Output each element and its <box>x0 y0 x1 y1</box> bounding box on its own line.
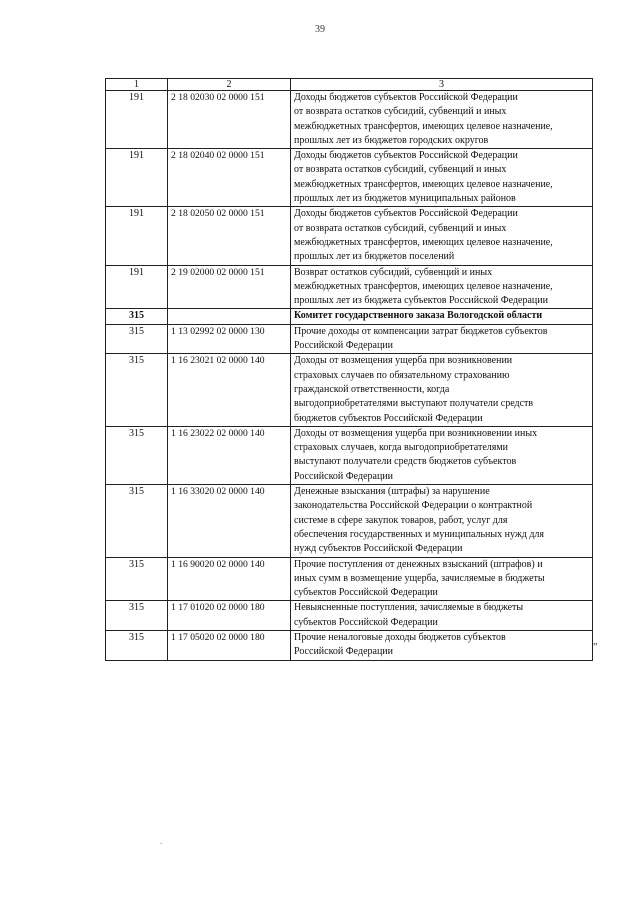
admin-code-cell: 315 <box>106 426 168 484</box>
table-row <box>106 485 593 557</box>
description-cell: Прочие поступления от денежных взысканий (штрафов) и иных сумм в возмещение ущерба, зачисляемые в бюджеты субъектов Российской Федерации <box>291 557 593 601</box>
budget-code-cell: 2 19 02000 02 0000 151 <box>168 265 291 309</box>
budget-code-cell: 1 17 01020 02 0000 180 <box>168 601 291 631</box>
description-cell: Доходы бюджетов субъектов Российской Федерации от возврата остатков субсидий, субвенций и иных межбюджетных трансфертов, имеющих целевое назначение, прошлых лет из бюджетов поселений <box>291 207 593 265</box>
admin-code-cell: 315 <box>106 324 168 354</box>
column-header: 2 <box>168 79 291 91</box>
column-header: 3 <box>291 79 593 91</box>
table-row <box>106 149 593 207</box>
admin-code-cell: 191 <box>106 149 168 207</box>
page-number: 39 <box>315 24 325 35</box>
budget-code-cell: 1 16 33020 02 0000 140 <box>168 485 291 557</box>
description-cell: Доходы от возмещения ущерба при возникновении страховых случаев по обязательному страхованию гражданской ответственности, когда выгодоприобретателями выступают получатели средств бюджетов субъектов Российской Федерации <box>291 354 593 426</box>
description-cell: Доходы бюджетов субъектов Российской Федерации от возврата остатков субсидий, субвенций и иных межбюджетных трансфертов, имеющих целевое назначение, прошлых лет из бюджетов городских округов <box>291 91 593 149</box>
section-header-row <box>106 309 593 324</box>
table-row <box>106 265 593 309</box>
budget-code-cell: 1 16 90020 02 0000 140 <box>168 557 291 601</box>
budget-code-cell: 1 16 23021 02 0000 140 <box>168 354 291 426</box>
table-header-row <box>106 79 593 91</box>
description-cell: Денежные взыскания (штрафы) за нарушение законодательства Российской Федерации о контрактной системе в сфере закупок товаров, работ, услуг для обеспечения государственных и муниципальных нужд для нужд субъектов Российской Федерации <box>291 485 593 557</box>
description-cell: Доходы бюджетов субъектов Российской Федерации от возврата остатков субсидий, субвенций и иных межбюджетных трансфертов, имеющих целевое назначение, прошлых лет из бюджетов муниципальных районов <box>291 149 593 207</box>
description-cell: Прочие неналоговые доходы бюджетов субъектов Российской Федерации <box>291 630 593 660</box>
description-cell: Возврат остатков субсидий, субвенций и иных межбюджетных трансфертов, имеющих целевое назначение, прошлых лет из бюджета субъектов Российской Федерации <box>291 265 593 309</box>
budget-code-cell <box>168 309 291 324</box>
description-cell: Невыясненные поступления, зачисляемые в бюджеты субъектов Российской Федерации <box>291 601 593 631</box>
admin-code-cell: 315 <box>106 309 168 324</box>
table-row <box>106 324 593 354</box>
table-row <box>106 630 593 660</box>
budget-code-cell: 2 18 02050 02 0000 151 <box>168 207 291 265</box>
budget-code-cell: 2 18 02030 02 0000 151 <box>168 91 291 149</box>
budget-code-cell: 2 18 02040 02 0000 151 <box>168 149 291 207</box>
admin-code-cell: 315 <box>106 630 168 660</box>
revenue-codes-table <box>105 78 593 661</box>
column-header: 1 <box>106 79 168 91</box>
budget-code-cell: 1 13 02992 02 0000 130 <box>168 324 291 354</box>
table-row <box>106 207 593 265</box>
scan-speck: . <box>160 836 163 846</box>
admin-code-cell: 315 <box>106 557 168 601</box>
admin-code-cell: 191 <box>106 91 168 149</box>
table-row <box>106 354 593 426</box>
revenue-codes-table-wrapper <box>105 78 593 661</box>
description-cell: Доходы от возмещения ущерба при возникновении иных страховых случаев, когда выгодоприобретателями выступают получатели средств бюджетов субъектов Российской Федерации <box>291 426 593 484</box>
description-cell: Прочие доходы от компенсации затрат бюджетов субъектов Российской Федерации <box>291 324 593 354</box>
table-row <box>106 601 593 631</box>
budget-code-cell: 1 16 23022 02 0000 140 <box>168 426 291 484</box>
section-title-cell: Комитет государственного заказа Вологодской области <box>291 309 593 324</box>
table-row <box>106 557 593 601</box>
table-row <box>106 91 593 149</box>
budget-code-cell: 1 17 05020 02 0000 180 <box>168 630 291 660</box>
closing-quote-mark: " <box>593 641 598 653</box>
admin-code-cell: 315 <box>106 601 168 631</box>
table-row <box>106 426 593 484</box>
admin-code-cell: 315 <box>106 485 168 557</box>
admin-code-cell: 191 <box>106 265 168 309</box>
admin-code-cell: 315 <box>106 354 168 426</box>
admin-code-cell: 191 <box>106 207 168 265</box>
